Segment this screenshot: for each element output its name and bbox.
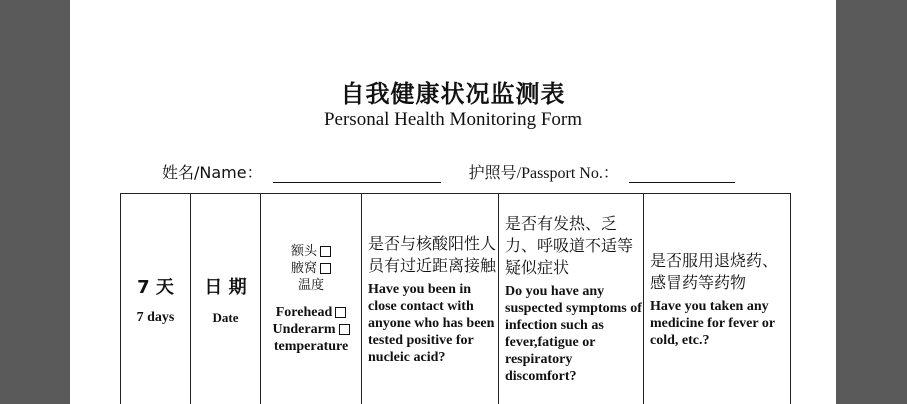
header-date <box>191 194 261 404</box>
days-label-english: 7 days <box>136 309 175 325</box>
header-days <box>121 194 191 404</box>
name-label: 姓名/Name： <box>162 163 263 182</box>
passport-field[interactable] <box>629 164 735 183</box>
forehead-checkbox-en[interactable] <box>335 307 346 318</box>
underarm-checkbox-en[interactable] <box>339 324 350 335</box>
contact-question-english: Have you been in close contact with anyone who has been tested positive for nucleic acid? <box>368 281 495 365</box>
forehead-option-english: Forehead <box>261 304 361 321</box>
header-temperature <box>261 194 362 404</box>
form-title-chinese: 自我健康状况监测表 <box>340 80 566 108</box>
symptom-question-chinese: 是否有发热、乏力、呼吸道不适等疑似症状 <box>505 214 634 277</box>
name-field[interactable] <box>273 164 441 183</box>
forehead-checkbox[interactable] <box>320 246 331 257</box>
header-medicine <box>644 194 791 404</box>
temperature-label-english: temperature <box>273 339 349 354</box>
header-symptoms <box>499 194 644 404</box>
medicine-question-chinese: 是否服用退烧药、感冒药等药物 <box>650 250 779 292</box>
form-title-english: Personal Health Monitoring Form <box>323 109 583 130</box>
symptom-question-english: Do you have any suspected symptoms of infection such as fever,fatigue or respiratory discomfort? <box>505 284 642 384</box>
passport-label-english: /Passport No.： <box>516 165 619 182</box>
underarm-option-chinese: 腋窝 <box>261 260 361 277</box>
contact-question-chinese: 是否与核酸阳性人员有过近距离接触 <box>368 233 497 275</box>
passport-label-chinese: 护照号 <box>468 163 517 182</box>
underarm-option-english: Underarm <box>261 321 361 338</box>
date-label-english: Date <box>212 309 239 325</box>
table-header-row <box>121 194 791 404</box>
temperature-label-chinese: 温度 <box>297 278 324 293</box>
date-label-chinese: 日 期 <box>204 276 247 298</box>
monitoring-table <box>120 193 791 404</box>
medicine-question-english: Have you taken any medicine for fever or cold, etc.? <box>650 298 775 348</box>
name-passport-row <box>162 160 735 182</box>
form-page <box>70 0 836 404</box>
days-label-chinese: 7 天 <box>137 276 174 298</box>
underarm-checkbox[interactable] <box>320 263 331 274</box>
forehead-option-chinese: 额头 <box>261 243 361 260</box>
header-close-contact <box>362 194 499 404</box>
